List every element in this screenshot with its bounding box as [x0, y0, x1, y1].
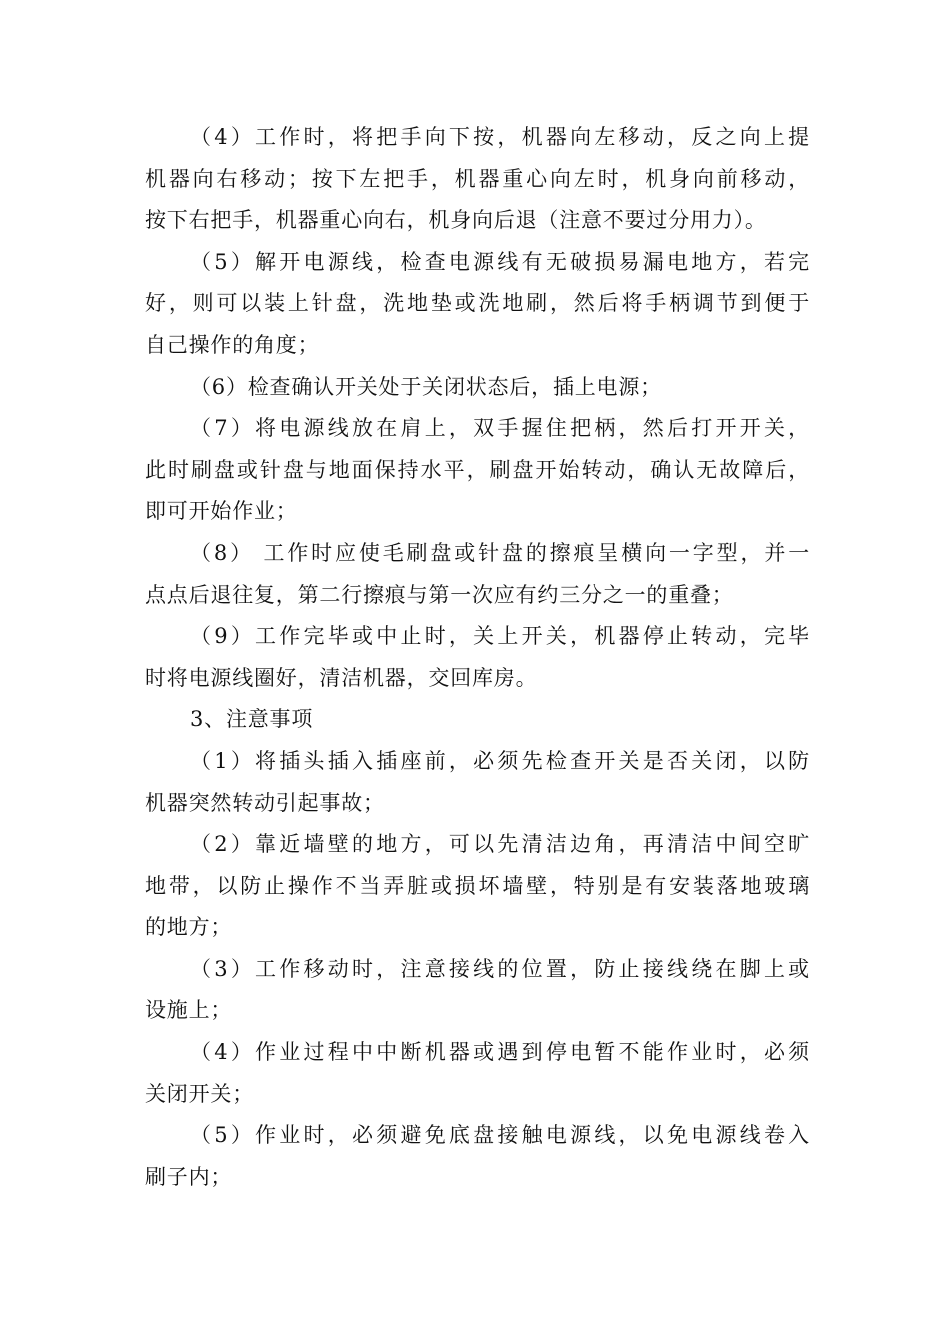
paragraph-precaution-1: [145, 741, 810, 824]
text-line: （4）工作时，将把手向下按，机器向左移动，反之向上提: [190, 125, 810, 149]
text-line: （5）作业时，必须避免底盘接触电源线，以免电源线卷入: [190, 1123, 810, 1148]
text-line: （9）工作完毕或中止时，关上开关，机器停止转动，完毕: [190, 624, 810, 649]
text-line: 设施上；: [145, 998, 233, 1023]
paragraph-precaution-2: [145, 824, 810, 949]
paragraph-precaution-5: [145, 1115, 810, 1198]
text-line: 关闭开关；: [145, 1081, 254, 1106]
paragraph-operation-8: [145, 533, 810, 616]
paragraph-precaution-3: [145, 949, 810, 1032]
text-line: （6）检查确认开关处于关闭状态后，插上电源；: [190, 374, 662, 399]
text-line: 好，则可以装上针盘，洗地垫或洗地刷，然后将手柄调节到便于: [145, 291, 810, 316]
text-line: （1）将插头插入插座前，必须先检查开关是否关闭，以防: [190, 748, 810, 773]
text-line: 地带，以防止操作不当弄脏或损坏墙壁，特别是有安装落地玻璃: [145, 873, 810, 898]
document-body: [145, 117, 810, 1198]
text-line: （8） 工作时应使毛刷盘或针盘的擦痕呈横向一字型，并一: [190, 540, 810, 565]
text-line: （3）工作移动时，注意接线的位置，防止接线绕在脚上或: [190, 956, 810, 981]
text-line: 的地方；: [145, 915, 233, 940]
text-line: 此时刷盘或针盘与地面保持水平，刷盘开始转动，确认无故障后，: [145, 457, 810, 482]
text-line: 时将电源线圈好，清洁机器，交回库房。: [145, 665, 538, 690]
paragraph-operation-4: [145, 117, 810, 242]
section-heading: 3、注意事项: [190, 707, 314, 732]
text-line: （5）解开电源线，检查电源线有无破损易漏电地方，若完: [190, 249, 810, 274]
text-line: （2）靠近墙壁的地方，可以先清洁边角，再清洁中间空旷: [190, 832, 810, 857]
section-heading-precautions: [145, 699, 810, 741]
paragraph-operation-6: [145, 367, 810, 409]
text-line: 按下右把手，机器重心向右，机身向后退（注意不要过分用力）。: [145, 208, 767, 233]
paragraph-operation-7: [145, 408, 810, 533]
paragraph-operation-5: [145, 242, 810, 367]
text-line: 机器突然转动引起事故；: [145, 790, 385, 815]
paragraph-precaution-4: [145, 1032, 810, 1115]
text-line: 点点后退往复，第二行擦痕与第一次应有约三分之一的重叠；: [145, 582, 734, 607]
paragraph-operation-9: [145, 616, 810, 699]
text-line: （7）将电源线放在肩上，双手握住把柄，然后打开开关，: [190, 416, 810, 441]
text-line: 机器向右移动；按下左把手，机器重心向左时，机身向前移动，: [145, 166, 810, 191]
text-line: 自己操作的角度；: [145, 332, 320, 357]
text-line: 即可开始作业；: [145, 499, 298, 524]
text-line: （4）作业过程中中断机器或遇到停电暂不能作业时，必须: [190, 1040, 810, 1065]
text-line: 刷子内；: [145, 1164, 233, 1189]
